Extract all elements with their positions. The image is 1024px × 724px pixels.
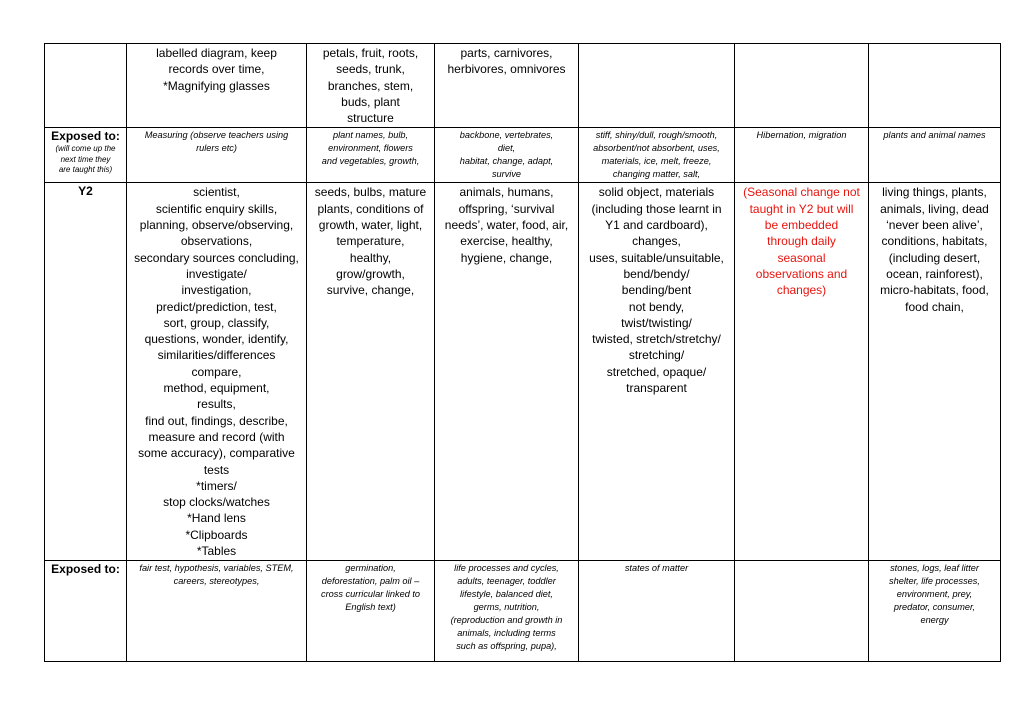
table-row [45, 128, 1001, 183]
table-cell [869, 44, 1001, 128]
row-label: Y2 [78, 184, 93, 199]
table-cell: life processes and cycles, adults, teenager, toddler lifestyle, balanced diet, germs, nutrition, (reproduction and growth in animals, including terms such as offspring, pupa), [435, 561, 579, 662]
row-label-note: (will come up the next time they are taught this) [55, 144, 116, 175]
row-label: Exposed to: [51, 562, 120, 577]
table-cell: seeds, bulbs, mature plants, conditions of growth, water, light, temperature, healthy, grow/growth, survive, change, [307, 183, 435, 561]
table-cell [735, 561, 869, 662]
table-cell: animals, humans, offspring, ‘survival needs’, water, food, air, exercise, healthy, hygiene, change, [435, 183, 579, 561]
table-cell: solid object, materials (including those learnt in Y1 and cardboard), changes, uses, suitable/unsuitable, bend/bendy/ bending/bent not bendy, twist/twisting/ twisted, stretch/stretchy/ stretching/ stretched, opaque/ transparent [579, 183, 735, 561]
table-cell: Hibernation, migration [735, 128, 869, 183]
table-cell [579, 44, 735, 128]
table-cell: fair test, hypothesis, variables, STEM, careers, stereotypes, [127, 561, 307, 662]
row-label-cell [45, 183, 127, 561]
table-cell: living things, plants, animals, living, dead ‘never been alive’, conditions, habitats, (including desert, ocean, rainforest), micro-habitats, food, food chain, [869, 183, 1001, 561]
table-cell: Measuring (observe teachers using rulers etc) [127, 128, 307, 183]
table-cell: stiff, shiny/dull, rough/smooth, absorbent/not absorbent, uses, materials, ice, melt, freeze, changing matter, salt, [579, 128, 735, 183]
table-cell [735, 44, 869, 128]
table-cell: (Seasonal change not taught in Y2 but will be embedded through daily seasonal observations and changes) [735, 183, 869, 561]
science-vocabulary-table [44, 43, 1001, 662]
table-row [45, 561, 1001, 662]
table-cell: plants and animal names [869, 128, 1001, 183]
table-cell: states of matter [579, 561, 735, 662]
table-row [45, 183, 1001, 561]
table-cell: plant names, bulb, environment, flowers and vegetables, growth, [307, 128, 435, 183]
table-cell: germination, deforestation, palm oil – cross curricular linked to English text) [307, 561, 435, 662]
table-cell: petals, fruit, roots, seeds, trunk, branches, stem, buds, plant structure [307, 44, 435, 128]
table-cell: parts, carnivores, herbivores, omnivores [435, 44, 579, 128]
table-cell: scientist, scientific enquiry skills, planning, observe/observing, observations, secondary sources concluding, investigate/ investigation, predict/prediction, test, sort, group, classify, questions, wonder, identify, similarities/differences compare, method, equipment, results, find out, findings, describe, measure and record (with some accuracy), comparative tests *timers/ stop clocks/watches *Hand lens *Clipboards *Tables [127, 183, 307, 561]
row-label-cell [45, 128, 127, 183]
row-label [45, 44, 127, 128]
row-label: Exposed to: [51, 129, 120, 144]
table-cell: labelled diagram, keep records over time, *Magnifying glasses [127, 44, 307, 128]
row-label-cell [45, 561, 127, 662]
table-cell: stones, logs, leaf litter shelter, life processes, environment, prey, predator, consumer, energy [869, 561, 1001, 662]
table-cell: backbone, vertebrates, diet, habitat, change, adapt, survive [435, 128, 579, 183]
table-row [45, 44, 1001, 128]
